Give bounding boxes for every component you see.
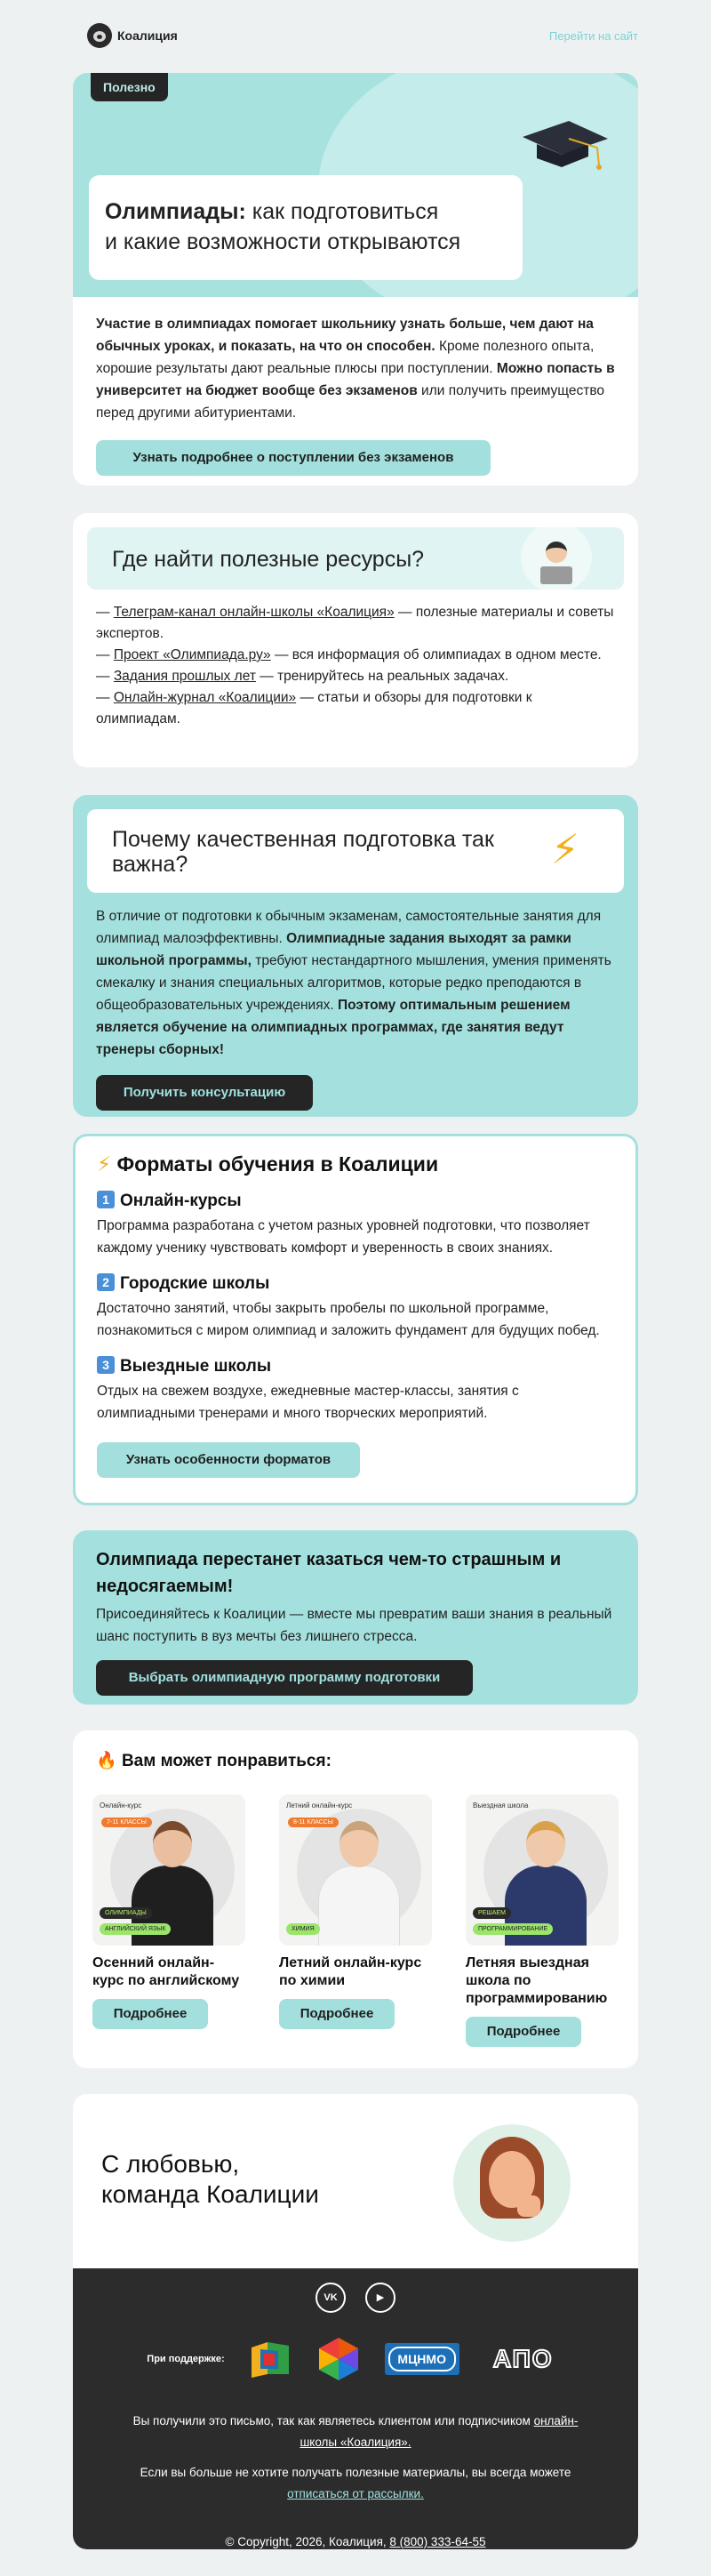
why-text-bold-2: Поэтому оптимальным решением является обучение на олимпиадных программах, где занятия ведут тренеры сборных! bbox=[96, 998, 571, 1057]
list-item-text: — тренируйтесь на реальных задачах. bbox=[255, 669, 509, 684]
hero-banner bbox=[73, 73, 638, 297]
format-heading bbox=[97, 1356, 614, 1376]
product-card bbox=[279, 1794, 432, 2047]
past-tasks-link[interactable]: Задания прошлых лет bbox=[113, 669, 256, 684]
why-text-2: требуют нестандартного мышления, умения применять смекалку и знания специальных алгоритмов, которые редко преподаются в общеобразовательных учреждениях. bbox=[96, 953, 611, 1013]
youtube-icon[interactable]: ▶ bbox=[365, 2283, 395, 2313]
list-item bbox=[96, 645, 615, 666]
recommendations-title-text: Вам может понравиться: bbox=[121, 1752, 332, 1770]
hero-text-bold-1: Участие в олимпиадах помогает школьнику узнать больше, чем дают на обычных уроках, и показать, на что он способен. bbox=[96, 317, 594, 354]
copyright-text: © Copyright, 2026, Коалиция, bbox=[225, 2535, 390, 2548]
resources-title: Где найти полезные ресурсы? bbox=[112, 547, 425, 572]
hero-card bbox=[73, 73, 638, 486]
school-link[interactable]: онлайн-школы «Коалиция». bbox=[300, 2414, 579, 2449]
product-pill: ОЛИМПИАДЫ bbox=[100, 1907, 152, 1919]
copyright bbox=[73, 2535, 638, 2548]
signature-line-2: команда Коалиции bbox=[101, 2180, 319, 2208]
telegram-channel-link[interactable]: Телеграм-канал онлайн-школы «Коалиция» bbox=[113, 605, 395, 620]
gem-partner-logo[interactable] bbox=[316, 2336, 362, 2382]
hero-text-bold-2: Можно попасть в университет на бюджет вообще без экзаменов bbox=[96, 361, 615, 398]
list-item-text: — вся информация об олимпиадах в одном месте. bbox=[270, 647, 602, 662]
list-dash: — bbox=[96, 605, 114, 620]
recommendations-title bbox=[92, 1750, 619, 1771]
product-image-caption: Летний онлайн-курс bbox=[286, 1802, 353, 1810]
choose-program-button[interactable]: Выбрать олимпиадную программу подготовки bbox=[96, 1660, 473, 1696]
why-header bbox=[87, 809, 624, 893]
format-text: Отдых на свежем воздухе, ежедневные мастер-классы, занятия с олимпиадными тренерами и много творческих мероприятий. bbox=[97, 1384, 519, 1421]
logo[interactable] bbox=[87, 23, 178, 48]
why-text-1: В отличие от подготовки к обычным экзаменам, самостоятельные занятия для олимпиад малоэффективны. bbox=[96, 909, 602, 946]
olimpiada-ru-link[interactable]: Проект «Олимпиада.ру» bbox=[113, 647, 271, 662]
product-list bbox=[92, 1794, 619, 2047]
category-tag: Полезно bbox=[91, 73, 168, 101]
unsubscribe-link[interactable]: отписаться от рассылки. bbox=[287, 2487, 424, 2500]
product-image[interactable] bbox=[466, 1794, 619, 1946]
why-title: Почему качественная подготовка так важна? bbox=[112, 827, 494, 877]
lightning-icon: ⚡ bbox=[97, 1152, 112, 1176]
product-pill: РЕШАЕМ bbox=[473, 1907, 511, 1919]
list-item bbox=[96, 666, 615, 687]
mcnmo-partner-logo[interactable]: МЦНМО bbox=[385, 2343, 459, 2375]
hero-text bbox=[96, 313, 615, 424]
number-2-icon: 2 bbox=[97, 1273, 115, 1291]
hero-title-box bbox=[89, 175, 523, 280]
resources-header bbox=[87, 527, 624, 590]
fire-icon: 🔥 bbox=[96, 1752, 117, 1770]
why-text bbox=[96, 905, 615, 1061]
resources-card bbox=[73, 513, 638, 767]
hero-title bbox=[105, 197, 507, 257]
get-consultation-button[interactable]: Получить консультацию bbox=[96, 1075, 313, 1111]
format-title: Онлайн-курсы bbox=[120, 1192, 242, 1210]
top-bar bbox=[0, 0, 711, 71]
why-body bbox=[87, 893, 624, 1111]
cta-card bbox=[73, 1530, 638, 1705]
hero-title-rest: как подготовиться bbox=[245, 199, 439, 224]
why-text-bold-1: Олимпиадные задания выходят за рамки школьной программы, bbox=[96, 931, 571, 968]
no-exam-admission-button[interactable]: Узнать подробнее о поступлении без экзаменов bbox=[96, 440, 491, 476]
hero-body bbox=[73, 297, 638, 476]
formats-card bbox=[73, 1134, 638, 1505]
product-details-button[interactable]: Подробнее bbox=[279, 1999, 395, 2029]
partners bbox=[73, 2336, 638, 2382]
product-card bbox=[466, 1794, 619, 2047]
cta-title: Олимпиада перестанет казаться чем-то страшным и недосягаемым! bbox=[96, 1550, 562, 1596]
formats-title bbox=[97, 1152, 614, 1176]
format-title: Выездные школы bbox=[120, 1357, 272, 1376]
vk-icon[interactable]: VK bbox=[316, 2283, 346, 2313]
product-title[interactable]: Летний онлайн-курс по химии bbox=[279, 1955, 422, 1988]
product-image-caption: Выездная школа bbox=[473, 1802, 529, 1810]
format-text: Программа разработана с учетом разных уровней подготовки, что позволяет каждому ученику чувствовать комфорт и уверенность в своих знаниях. bbox=[97, 1218, 590, 1256]
unsubscribe-note-text: Если вы больше не хотите получать полезные материалы, вы всегда можете bbox=[140, 2466, 571, 2479]
social-links bbox=[73, 2283, 638, 2313]
phone-link[interactable]: 8 (800) 333-64-55 bbox=[389, 2535, 486, 2548]
product-details-button[interactable]: Подробнее bbox=[92, 1999, 208, 2029]
unsubscribe-note bbox=[73, 2462, 638, 2505]
product-subject-pill: ХИМИЯ bbox=[286, 1923, 320, 1935]
logo-text: Коалиция bbox=[117, 28, 178, 43]
product-title[interactable]: Осенний онлайн-курс по английскому bbox=[92, 1955, 240, 1988]
hero-title-line2: и какие возможности открываются bbox=[105, 229, 461, 254]
list-item-text: — статьи и обзоры для подготовки к олимпиадам. bbox=[96, 690, 532, 726]
online-journal-link[interactable]: Онлайн-журнал «Коалиции» bbox=[113, 690, 297, 705]
list-item bbox=[96, 602, 615, 645]
product-card bbox=[92, 1794, 245, 2047]
product-image-caption: Онлайн-курс bbox=[100, 1802, 142, 1810]
list-dash: — bbox=[96, 647, 114, 662]
format-details-button[interactable]: Узнать особенности форматов bbox=[97, 1442, 360, 1478]
list-dash: — bbox=[96, 690, 114, 705]
product-image[interactable] bbox=[279, 1794, 432, 1946]
subscription-note-text: Вы получили это письмо, так как являетесь клиентом или подписчиком bbox=[132, 2414, 534, 2428]
format-title: Городские школы bbox=[120, 1274, 270, 1293]
cta-text: Присоединяйтесь к Коалиции — вместе мы превратим ваши знания в реальный шанс поступить в вуз мечты без лишнего стресса. bbox=[96, 1607, 612, 1644]
product-subject-pill: АНГЛИЙСКИЙ ЯЗЫК bbox=[100, 1923, 171, 1935]
product-details-button[interactable]: Подробнее bbox=[466, 2017, 581, 2047]
signature-card bbox=[73, 2094, 638, 2549]
apo-partner-logo[interactable]: АПО bbox=[492, 2345, 554, 2372]
number-1-icon: 1 bbox=[97, 1191, 115, 1208]
product-subject-pill: ПРОГРАММИРОВАНИЕ bbox=[473, 1923, 553, 1935]
formats-title-text: Форматы обучения в Коалиции bbox=[116, 1152, 439, 1176]
cube-partner-logo[interactable] bbox=[248, 2339, 292, 2379]
signature bbox=[73, 2094, 638, 2268]
resources-list bbox=[87, 602, 624, 730]
product-image[interactable] bbox=[92, 1794, 245, 1946]
why-card bbox=[73, 795, 638, 1117]
subscription-note bbox=[73, 2411, 638, 2453]
format-text: Достаточно занятий, чтобы закрыть пробелы по школьной программе, познакомиться с миром олимпиад и заложить фундамент для будущих побед. bbox=[97, 1301, 600, 1338]
footer bbox=[73, 2268, 638, 2549]
list-item-text: — полезные материалы и советы экспертов. bbox=[96, 605, 614, 641]
number-3-icon: 3 bbox=[97, 1356, 115, 1374]
hero-text-rest-1: Кроме полезного опыта, хорошие результаты дают реальные плюсы при поступлении. bbox=[96, 339, 595, 376]
lightning-icon: ⚡ bbox=[550, 826, 579, 872]
hero-text-rest-2: или получить преимущество перед другими абитуриентами. bbox=[96, 383, 605, 421]
girl-with-laptop-icon bbox=[521, 527, 592, 590]
goto-site-link[interactable]: Перейти на сайт bbox=[548, 28, 638, 43]
list-dash: — bbox=[96, 669, 114, 684]
recommendations-card bbox=[73, 1730, 638, 2068]
graduation-cap-icon bbox=[515, 103, 613, 174]
support-label: При поддержке: bbox=[147, 2354, 225, 2364]
format-heading bbox=[97, 1273, 614, 1294]
format-heading bbox=[97, 1191, 614, 1211]
product-grade-pill: 8-11 КЛАССЫ bbox=[288, 1818, 339, 1827]
hero-title-bold: Олимпиады: bbox=[105, 199, 246, 224]
product-grade-pill: 7-11 КЛАССЫ bbox=[101, 1818, 152, 1827]
list-item bbox=[96, 687, 615, 730]
memoji-avatar-icon bbox=[453, 2124, 571, 2242]
koala-logo-icon bbox=[87, 23, 112, 48]
product-title[interactable]: Летняя выездная школа по программированию bbox=[466, 1955, 608, 2006]
signature-line-1: С любовью, bbox=[101, 2150, 240, 2178]
